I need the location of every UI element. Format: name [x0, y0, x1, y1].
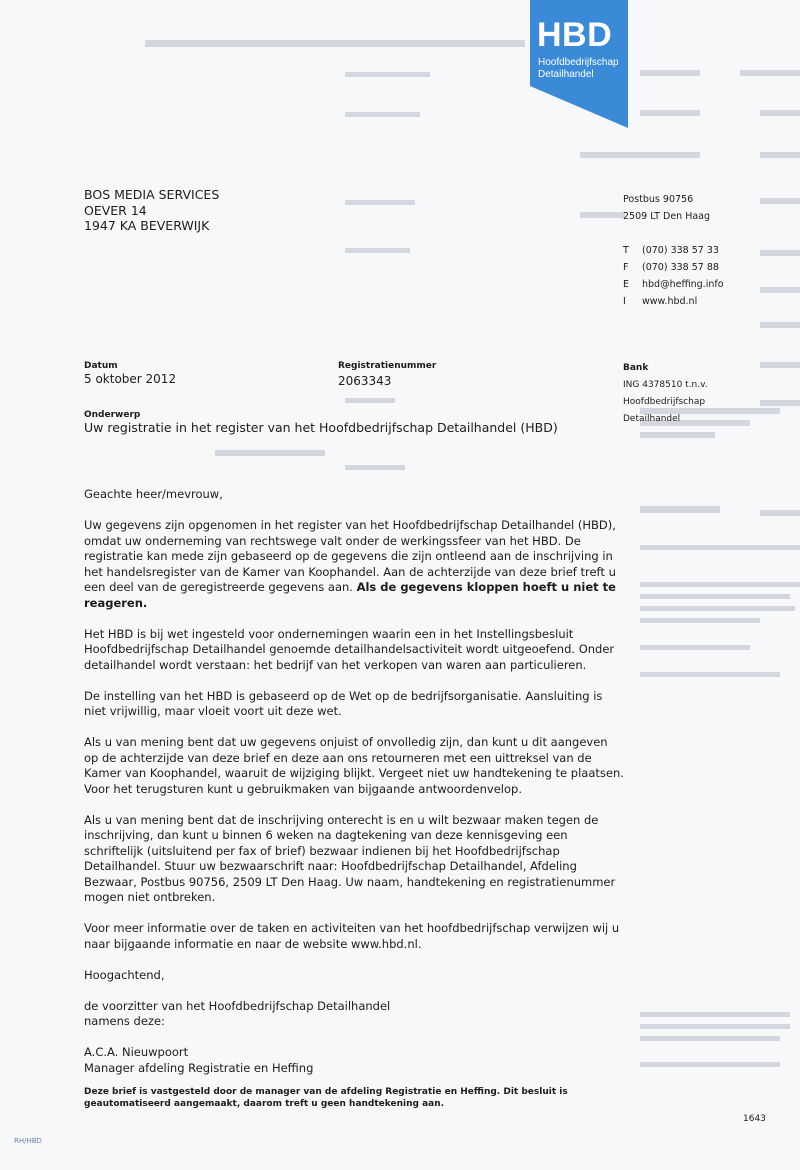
date-value: 5 oktober 2012	[84, 372, 177, 386]
paragraph-6: Voor meer informatie over de taken en activiteiten van het hoofdbedrijfschap verwijzen wij u naar bijgaande informatie en naar de website www.hbd.nl.	[84, 921, 620, 951]
sender-postcode: 2509 LT Den Haag	[623, 211, 711, 222]
closing: Hoogachtend,	[84, 967, 165, 982]
automated-decision-note: Deze brief is vastgesteld door de manager van de afdeling Registratie en Heffing. Dit besluit is geautomatiseerd aangemaakt, daarom treft u geen handtekening aan.	[84, 1087, 568, 1109]
logo-mark: HBD	[537, 16, 613, 54]
hbd-logo	[530, 0, 628, 128]
signer-name: A.C.A. Nieuwpoort	[84, 1045, 189, 1059]
contact-website-key: I	[623, 296, 626, 307]
contact-phone-value: (070) 338 57 33	[642, 245, 719, 256]
registration-label: Registratienummer	[338, 361, 437, 371]
bank-block	[623, 360, 708, 428]
logo-line-2: Detailhandel	[538, 69, 594, 80]
paragraph-3: De instelling van het HBD is gebaseerd op de Wet op de bedrijfsorganisatie. Aansluiting is niet vrijwillig, maar vloeit voort uit deze wet.	[84, 688, 603, 718]
paragraph-1-text: Uw gegevens zijn opgenomen in het register van het Hoofdbedrijfschap Detailhandel (HBD), omdat uw onderneming van rechtswege valt onder de werkingssfeer van het HBD. De registratie kan mede zijn gebaseerd op de gegevens die zijn ontleend aan de inschrijving in het handelsregister van de Kamer van Koophandel. Aan de achterzijde van deze brief treft u een deel van de geregistreerde gegevens aan.	[84, 518, 616, 594]
recipient-name: BOS MEDIA SERVICES	[84, 187, 220, 202]
paragraph-1	[84, 518, 624, 611]
contact-website-value[interactable]: www.hbd.nl	[642, 296, 698, 307]
paragraph-2: Het HBD is bij wet ingesteld voor ondernemingen waarin een in het Instellingsbesluit Hoofdbedrijfschap Detailhandel genoemde detailhandelsactiviteit wordt uitgeoefend. Onder detailhandel wordt verstaan: het bedrijf van het verkopen van waren aan particulieren.	[84, 626, 615, 672]
bank-line-2: Hoofdbedrijfschap	[623, 397, 706, 407]
signer	[84, 1045, 624, 1076]
logo-line-1: Hoofdbedrijfschap	[538, 57, 619, 68]
sender-spacer	[623, 225, 724, 242]
contact-fax-value: (070) 338 57 88	[642, 262, 719, 273]
date-label: Datum	[84, 361, 118, 371]
subject-label: Onderwerp	[84, 410, 141, 420]
contact-fax-key: F	[623, 262, 629, 273]
bank-line-3: Detailhandel	[623, 414, 681, 424]
contact-website	[623, 293, 724, 310]
contact-fax	[623, 259, 724, 276]
logo-subtitle	[538, 57, 628, 81]
contact-phone	[623, 242, 724, 259]
registration-value: 2063343	[338, 374, 392, 388]
document-code: RH/HBD	[14, 1137, 42, 1145]
paragraph-1-emphasis: Als de gegevens kloppen hoeft u niet te reageren.	[84, 580, 616, 610]
page-number: 1643	[743, 1114, 766, 1124]
contact-email-key: E	[623, 279, 630, 290]
contact-email-value[interactable]: hbd@heffing.info	[642, 279, 724, 290]
paragraph-5: Als u van mening bent dat de inschrijving onterecht is en u wilt bezwaar maken tegen de inschrijving, dan kunt u binnen 6 weken na dagtekening van deze kennisgeving een schriftelijk (uitsluitend per fax of brief) bezwaar indienen bij het Hoofdbedrijfschap Detailhandel. Stuur uw bezwaarschrift naar: Hoofdbedrijfschap Detailhandel, Afdeling Bezwaar, Postbus 90756, 2509 LT Den Haag. Uw naam, handtekening en registratienummer mogen niet ontbreken.	[84, 812, 616, 904]
sender-block	[623, 191, 724, 310]
sender-postbus: Postbus 90756	[623, 194, 694, 205]
signoff	[84, 999, 624, 1030]
bank-label: Bank	[623, 363, 649, 373]
signer-title: Manager afdeling Registratie en Heffing	[84, 1060, 314, 1075]
letter-body	[84, 487, 624, 1092]
recipient-street: OEVER 14	[84, 202, 147, 218]
signoff-line-2: namens deze:	[84, 1014, 165, 1028]
contact-phone-key: T	[623, 245, 629, 256]
signoff-line-1: de voorzitter van het Hoofdbedrijfschap Detailhandel	[84, 998, 391, 1013]
salutation: Geachte heer/mevrouw,	[84, 487, 223, 501]
bank-line-1: ING 4378510 t.n.v.	[623, 380, 708, 390]
paragraph-4: Als u van mening bent dat uw gegevens onjuist of onvolledig zijn, dan kunt u dit aangeven op de achterzijde van deze brief en deze aan ons retourneren met een uittreksel van de Kamer van Koophandel, waaruit de wijziging blijkt. Vergeet niet uw handtekening te plaatsen. Voor het terugsturen kunt u gebruikmaken van bijgaande antwoordenvelop.	[84, 735, 624, 796]
subject-value: Uw registratie in het register van het Hoofdbedrijfschap Detailhandel (HBD)	[84, 420, 558, 435]
recipient-city: 1947 KA BEVERWIJK	[84, 218, 210, 233]
recipient-address	[84, 187, 219, 234]
contact-email	[623, 276, 724, 293]
